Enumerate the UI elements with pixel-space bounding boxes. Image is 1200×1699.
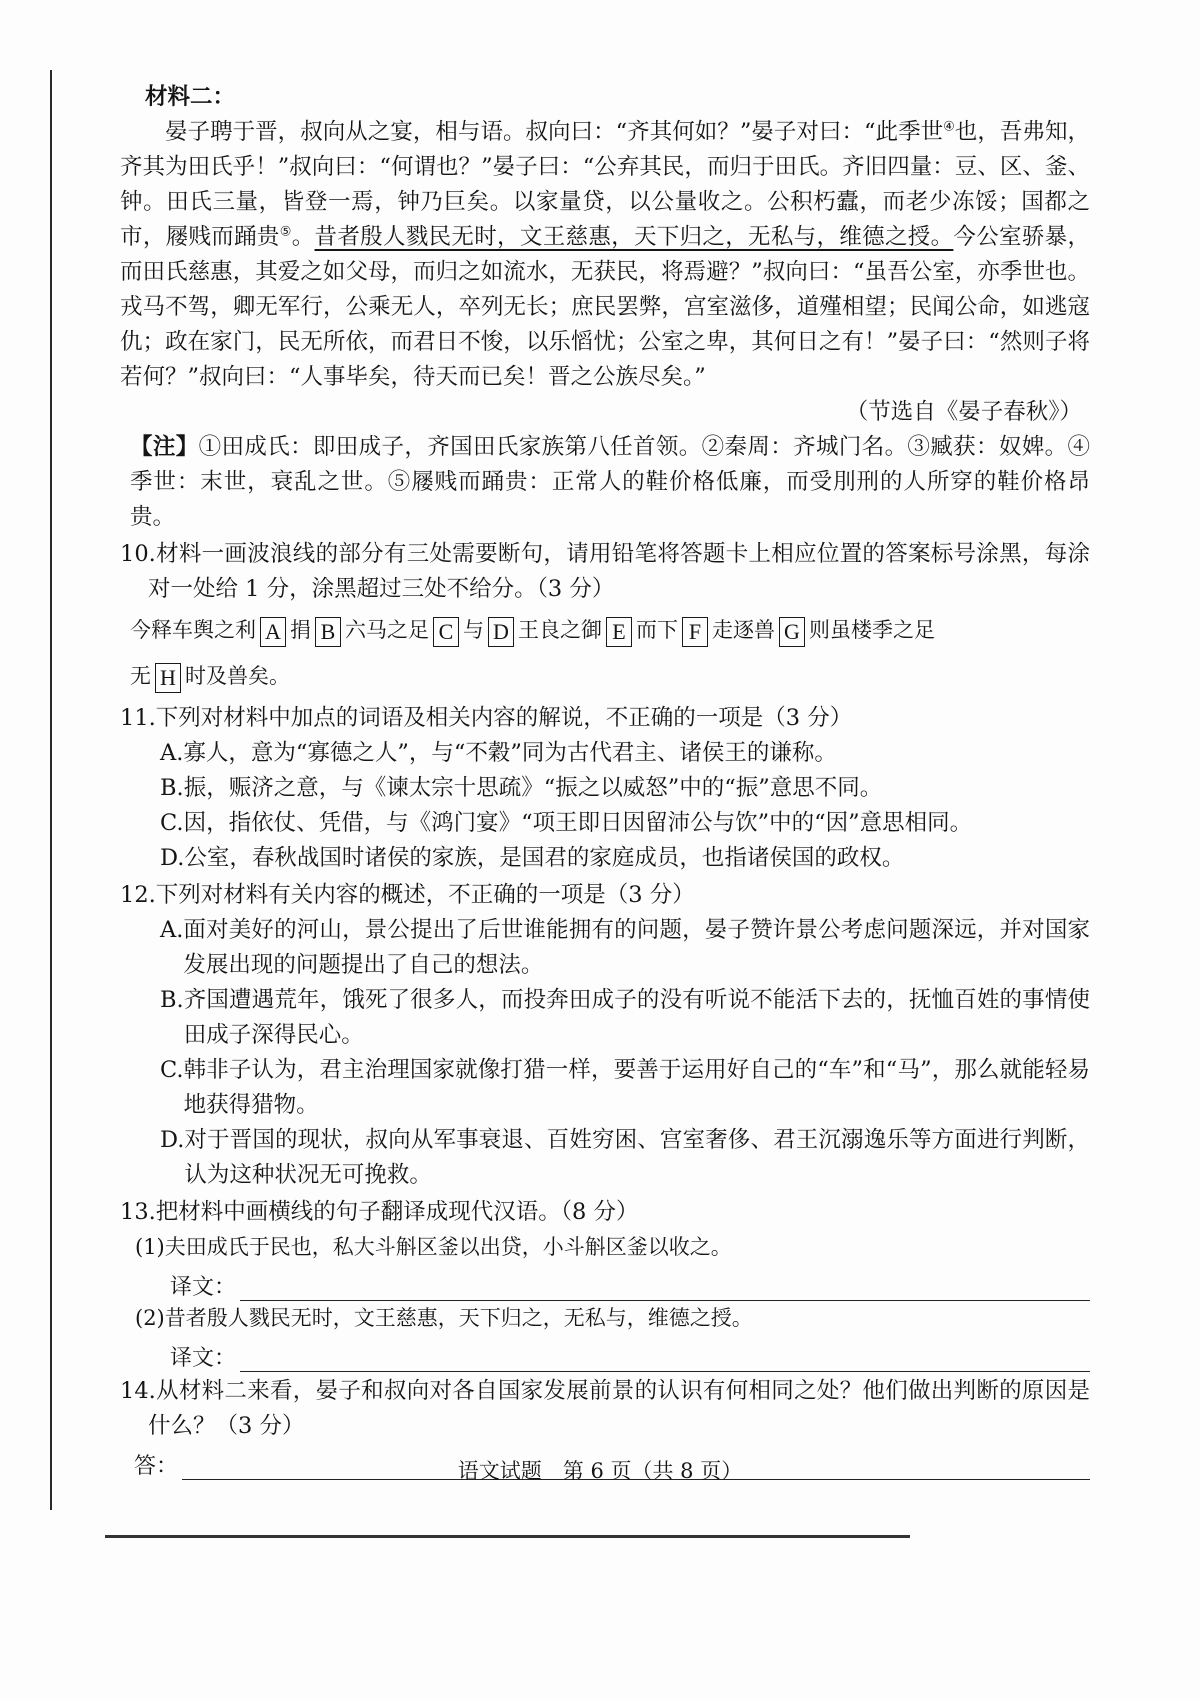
question-10-prompt: 材料一画波浪线的部分有三处需要断句，请用铅笔将答题卡上相应位置的答案标号涂黑，每涂对一处给 1 分，涂黑超过三处不给分。（3 分） <box>148 541 1090 602</box>
footnote-mark-5: ⑤ <box>279 224 292 240</box>
option-text: 振，赈济之意，与《谏太宗十思疏》“振之以威怒”中的“振”意思不同。 <box>183 775 883 801</box>
translation-answer-line[interactable] <box>240 1345 1090 1372</box>
q10-box-g[interactable]: G <box>779 617 805 647</box>
note-text: ①田成氏：即田成子，齐国田氏家族第八任首领。②秦周：齐城门名。③臧获：奴婢。④季世：末世，衰乱之世。⑤屦贱而踊贵：正常人的鞋价格低廉，而受刖刑的人所穿的鞋价格昂贵。 <box>130 434 1090 530</box>
q13-item-text: 夫田成氏于民也，私大斗斛区釜以出贷，小斗斛区釜以收之。 <box>164 1235 732 1259</box>
q11-option-c[interactable] <box>120 806 1090 841</box>
q10-segment: 与 <box>463 618 484 642</box>
q10-segment: 六马之足 <box>345 618 429 642</box>
q11-option-a[interactable] <box>120 736 1090 771</box>
question-13-number: 13. <box>120 1199 156 1225</box>
option-letter: C. <box>160 810 184 836</box>
option-text: 寡人，意为“寡德之人”，与“不穀”同为古代君主、诸侯王的谦称。 <box>183 740 837 766</box>
option-letter: B. <box>160 987 184 1013</box>
question-14-text <box>120 1374 1090 1444</box>
q13-item-1 <box>120 1230 1090 1265</box>
q10-box-b[interactable]: B <box>315 617 341 647</box>
q10-box-h[interactable]: H <box>155 663 181 693</box>
option-letter: D. <box>160 1127 185 1153</box>
q10-box-d[interactable]: D <box>488 617 514 647</box>
option-text: 面对美好的河山，景公提出了后世谁能拥有的问题，晏子赞许景公考虑问题深远，并对国家发展出现的问题提出了自己的想法。 <box>183 917 1090 978</box>
question-11-text <box>120 701 1090 736</box>
underlined-sentence: 昔者殷人戮民无时，文王慈惠，天下归之，无私与，维德之授。 <box>314 224 954 250</box>
material2-heading: 材料二： <box>145 84 236 110</box>
passage-part-4: 今公室骄暴，而田氏慈惠，其爱之如父母，而归之如流水，无获民，将焉避？”叔向曰：“虽吾公室，亦季世也。戎马不驾，卿无军行，公乘无人，卒列无长；庶民罢弊，宫室滋侈，道殣相望；民闻公命，如逃寇仇；政在家门，民无所依，而君日不悛，以乐慆忧；公室之卑，其何日之有！”晏子曰：“然则子将若何？”叔向曰：“人事毕矣，待天而已矣！晋之公族尽矣。” <box>120 224 1090 390</box>
question-10 <box>120 537 1090 699</box>
q10-box-c[interactable]: C <box>433 617 459 647</box>
passage-part-1: 晏子聘于晋，叔向从之宴，相与语。叔向曰：“齐其何如？”晏子对曰：“此季世 <box>165 119 944 145</box>
question-11-prompt: 下列对材料中加点的词语及相关内容的解说，不正确的一项是（3 分） <box>155 705 853 731</box>
translation-label: 译文： <box>170 1346 237 1371</box>
q12-option-c[interactable] <box>120 1053 1090 1123</box>
q10-box-f[interactable]: F <box>682 617 708 647</box>
translation-answer-line[interactable] <box>240 1274 1090 1301</box>
q10-segment: 无 <box>130 664 151 688</box>
q10-segment: 走逐兽 <box>712 618 775 642</box>
q13-item-label: (2) <box>135 1306 165 1330</box>
option-letter: D. <box>160 845 185 871</box>
q10-box-e[interactable]: E <box>606 617 632 647</box>
option-text: 公室，春秋战国时诸侯的家族，是国君的家庭成员，也指诸侯国的政权。 <box>184 845 905 871</box>
source-citation: （节选自《晏子春秋》） <box>845 399 1082 425</box>
question-12-text <box>120 878 1090 913</box>
question-13 <box>120 1195 1090 1372</box>
question-12-prompt: 下列对材料有关内容的概述，不正确的一项是（3 分） <box>155 882 695 908</box>
question-11 <box>120 701 1090 876</box>
q10-segment: 时及兽矣。 <box>185 664 290 688</box>
option-text: 对于晋国的现状，叔向从军事衰退、百姓穷困、宫室奢侈、君王沉溺逸乐等方面进行判断，认为这种状况无可挽救。 <box>184 1127 1090 1188</box>
q13-answer-1 <box>120 1265 1090 1301</box>
note-label: 【注】 <box>130 434 199 460</box>
question-14-number: 14. <box>120 1378 156 1404</box>
page-footer: 语文试题 第 6 页（共 8 页） <box>457 1459 743 1483</box>
material2-passage <box>120 115 1090 395</box>
question-10-text <box>120 537 1090 607</box>
question-12 <box>120 878 1090 1193</box>
passage-part-3: 。 <box>291 224 315 250</box>
question-13-prompt: 把材料中画横线的句子翻译成现代汉语。（8 分） <box>155 1199 639 1225</box>
option-text: 因，指依仗、凭借，与《鸿门宴》“项王即日因留沛公与饮”中的“因”意思相同。 <box>183 810 973 836</box>
q10-segment: 捐 <box>290 618 311 642</box>
binding-line <box>50 70 52 1510</box>
option-letter: A. <box>160 740 184 766</box>
q10-sentence-line-2 <box>130 653 1090 699</box>
notes <box>120 430 1090 535</box>
option-letter: A. <box>160 917 184 943</box>
option-text: 齐国遭遇荒年，饿死了很多人，而投奔田成子的没有听说不能活下去的，抚恤百姓的事情使田成子深得民心。 <box>183 987 1090 1048</box>
q13-item-label: (1) <box>135 1235 165 1259</box>
translation-label: 译文： <box>170 1275 237 1300</box>
q12-option-d[interactable] <box>120 1123 1090 1193</box>
q12-option-a[interactable] <box>120 913 1090 983</box>
exam-page <box>120 80 1090 1480</box>
q10-segment: 王良之御 <box>518 618 602 642</box>
question-13-text <box>120 1195 1090 1230</box>
q10-segment: 而下 <box>636 618 678 642</box>
question-12-number: 12. <box>120 882 156 908</box>
q13-item-2 <box>120 1301 1090 1336</box>
option-letter: B. <box>160 775 184 801</box>
question-10-number: 10. <box>120 541 156 567</box>
passage-part-2: 也，吾弗知，齐其为田氏乎！”叔向曰：“何谓也？”晏子曰：“公弃其民，而归于田氏。齐旧四量：豆、区、釜、钟。田氏三量，皆登一焉，钟乃巨矣。以家量贷，以公量收之。公积朽蠹，而老少冻馁；国都之市，屦贱而踊贵 <box>120 119 1090 250</box>
option-text: 韩非子认为，君主治理国家就像打猎一样，要善于运用好自己的“车”和“马”，那么就能轻易地获得猎物。 <box>183 1057 1090 1118</box>
answer-label: 答： <box>134 1454 179 1479</box>
q11-option-b[interactable] <box>120 771 1090 806</box>
q10-segment: 则虽楼季之足 <box>809 618 935 642</box>
q13-item-text: 昔者殷人戮民无时，文王慈惠，天下归之，无私与，维德之授。 <box>164 1306 753 1330</box>
bottom-rule <box>105 1535 910 1538</box>
q13-answer-2 <box>120 1336 1090 1372</box>
q10-box-a[interactable]: A <box>260 617 286 647</box>
footnote-mark-4: ④ <box>943 119 955 135</box>
option-letter: C. <box>160 1057 184 1083</box>
question-11-number: 11. <box>120 705 156 731</box>
q12-option-b[interactable] <box>120 983 1090 1053</box>
question-14-prompt: 从材料二来看，晏子和叔向对各自国家发展前景的认识有何相同之处？他们做出判断的原因是什么？（3 分） <box>148 1378 1090 1439</box>
q10-segment: 今释车舆之利 <box>130 618 256 642</box>
q10-sentence-line-1 <box>130 607 1090 653</box>
q11-option-d[interactable] <box>120 841 1090 876</box>
